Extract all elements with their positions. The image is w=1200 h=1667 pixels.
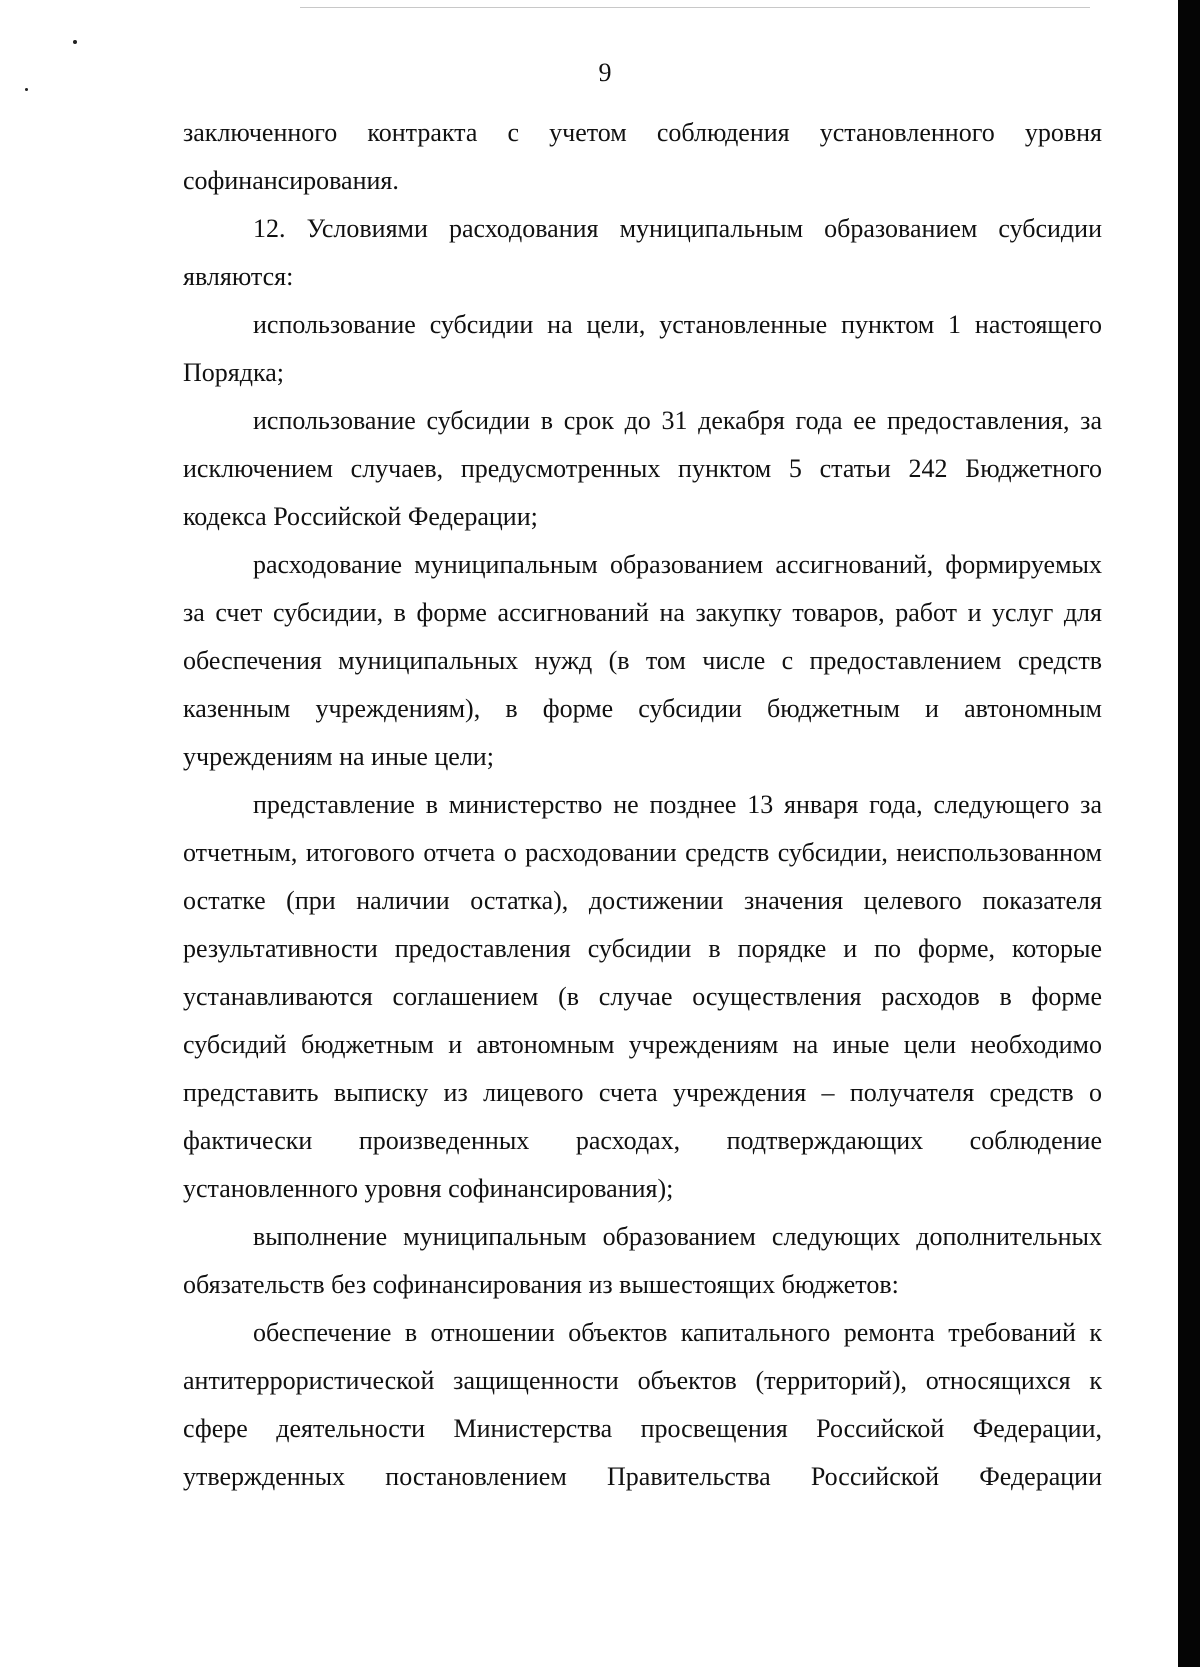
scan-speck (25, 88, 28, 91)
paragraph-item-12: 12. Условиями расходования муниципальным образованием субсидии являются: (183, 214, 1102, 291)
paragraph-contract-continuation: заключенного контракта с учетом соблюдения установленного уровня софинансирования. (183, 118, 1102, 195)
paragraph-condition-report: представление в министерство не позднее 13 января года, следующего за отчетным, итогового отчета о расходовании средств субсидии, неиспользованном остатке (при наличии остатка), достижении значения целевого показателя результативности предоставления субсидии в порядке и по форме, которые устанавливаются соглашением (в случае осуществления расходов в форме субсидий бюджетным и автономным учреждениям на иные цели необходимо представить выписку из лицевого счета учреждения – получателя средств о фактически произведенных расходах, подтверждающих соблюдение установленного уровня софинансирования); (183, 790, 1102, 1203)
scan-top-edge-line (300, 7, 1090, 8)
paragraph-condition-obligations: выполнение муниципальным образованием следующих дополнительных обязательств без софинансирования из вышестоящих бюджетов: (183, 1222, 1102, 1299)
paragraph-condition-deadline: использование субсидии в срок до 31 декабря года ее предоставления, за исключением случаев, предусмотренных пунктом 5 статьи 242 Бюджетного кодекса Российской Федерации; (183, 406, 1102, 531)
document-body (183, 109, 1102, 1501)
paragraph-antiterror-requirements: обеспечение в отношении объектов капитального ремонта требований к антитеррористической защищенности объектов (территорий), относящихся к сфере деятельности Министерства просвещения Российской Федерации, утвержденных постановлением Правительства Российской Федерации (183, 1318, 1102, 1491)
scan-right-border (1178, 0, 1200, 1667)
scan-speck (73, 40, 77, 44)
paragraph-condition-spending: расходование муниципальным образованием ассигнований, формируемых за счет субсидии, в форме ассигнований на закупку товаров, работ и услуг для обеспечения муниципальных нужд (в том числе с предоставлением средств казенным учреждениям), в форме субсидии бюджетным и автономным учреждениям на иные цели; (183, 550, 1102, 771)
page-number: 9 (598, 58, 612, 87)
paragraph-condition-purpose: использование субсидии на цели, установленные пунктом 1 настоящего Порядка; (183, 310, 1102, 387)
